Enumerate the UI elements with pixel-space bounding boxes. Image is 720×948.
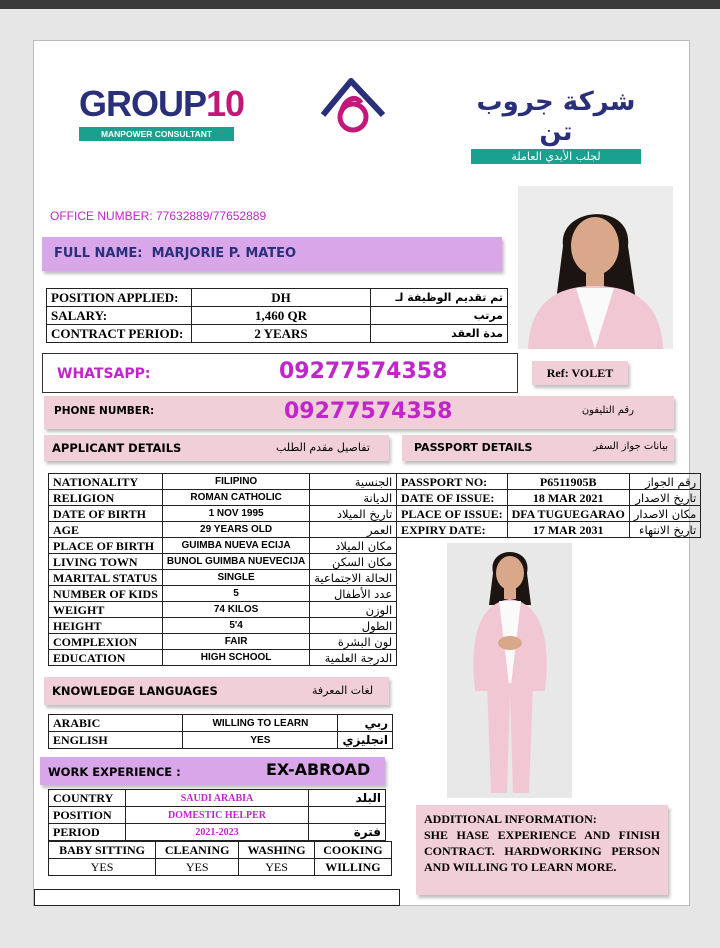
additional-info-text: SHE HASE EXPERIENCE AND FINISH CONTRACT. HARDWORKING PERSON AND WILLING TO LEARN MORE. xyxy=(424,828,660,874)
full-name-value: MARJORIE P. MATEO xyxy=(151,246,297,261)
table-row: BABY SITTING CLEANING WASHING COOKING xyxy=(49,842,392,859)
full-name-label: FULL NAME: xyxy=(54,246,143,261)
languages-ar: ربي xyxy=(338,715,393,732)
work-label: COUNTRY xyxy=(49,790,126,807)
table-row xyxy=(49,490,397,506)
work-value: 2021-2023 xyxy=(126,824,309,841)
table-row xyxy=(397,522,701,538)
applicant-value: GUIMBA NUEVA ECIJA xyxy=(162,538,309,554)
office-number: OFFICE NUMBER: 77632889/77652889 xyxy=(50,209,267,223)
work-value: SAUDI ARABIA xyxy=(126,790,309,807)
applicant-ar: الوزن xyxy=(310,602,397,618)
applicant-label: DATE OF BIRTH xyxy=(49,506,163,522)
table-row xyxy=(49,618,397,634)
passport-value: DFA TUGUEGARAO xyxy=(507,506,629,522)
applicant-label: MARITAL STATUS xyxy=(49,570,163,586)
table-row: POSITION APPLIED: DH تم تقديم الوظيفة لـ xyxy=(47,289,508,307)
applicant-label: LIVING TOWN xyxy=(49,554,163,570)
table-row xyxy=(49,554,397,570)
applicant-table xyxy=(48,473,397,666)
applicant-label: NATIONALITY xyxy=(49,474,163,490)
passport-label: PASSPORT NO: xyxy=(397,474,508,490)
passport-details-header: PASSPORT DETAILS بيانات جواز السفر xyxy=(402,435,674,461)
table-row: SALARY: 1,460 QR مرتب xyxy=(47,307,508,325)
applicant-value: FAIR xyxy=(162,634,309,650)
applicant-value: BUNOL GUIMBA NUEVECIJA xyxy=(162,554,309,570)
passport-label: DATE OF ISSUE: xyxy=(397,490,508,506)
table-row xyxy=(49,570,397,586)
applicant-value: HIGH SCHOOL xyxy=(162,650,309,666)
applicant-label: WEIGHT xyxy=(49,602,163,618)
work-experience-header: WORK EXPERIENCE : EX-ABROAD xyxy=(40,757,385,785)
passport-table xyxy=(396,473,701,538)
logo-emblem-icon xyxy=(317,75,389,139)
logo-group10: GROUP10 MANPOWER CONSULTANT xyxy=(79,83,245,139)
table-row xyxy=(49,634,397,650)
work-ar: فترة xyxy=(309,824,386,841)
additional-info-box xyxy=(416,805,668,895)
portrait-photo xyxy=(518,186,673,349)
applicant-value: FILIPINO xyxy=(162,474,309,490)
table-row xyxy=(49,506,397,522)
applicant-label: RELIGION xyxy=(49,490,163,506)
applicant-value: ROMAN CATHOLIC xyxy=(162,490,309,506)
applicant-label: AGE xyxy=(49,522,163,538)
applicant-label: EDUCATION xyxy=(49,650,163,666)
work-label: PERIOD xyxy=(49,824,126,841)
applicant-label: HEIGHT xyxy=(49,618,163,634)
applicant-value: 5'4 xyxy=(162,618,309,634)
phone-label: PHONE NUMBER: xyxy=(54,405,155,417)
languages-value: WILLING TO LEARN xyxy=(183,715,338,732)
applicant-ar: لون البشرة xyxy=(310,634,397,650)
table-row xyxy=(49,824,386,841)
applicant-ar: الجنسية xyxy=(310,474,397,490)
passport-label: PLACE OF ISSUE: xyxy=(397,506,508,522)
applicant-ar: العمر xyxy=(310,522,397,538)
position-table xyxy=(46,288,508,343)
applicant-ar: الديانة xyxy=(310,490,397,506)
table-row: YES YES YES WILLING xyxy=(49,859,392,876)
languages-label: ENGLISH xyxy=(49,732,183,749)
whatsapp-number: 09277574358 xyxy=(279,359,448,384)
passport-value: 18 MAR 2021 xyxy=(507,490,629,506)
passport-ar: تاريخ الانتهاء xyxy=(629,522,700,538)
table-row xyxy=(397,506,701,522)
work-ar: البلد xyxy=(309,790,386,807)
passport-value: P6511905B xyxy=(507,474,629,490)
table-row xyxy=(49,650,397,666)
top-bar xyxy=(0,0,720,9)
applicant-label: COMPLEXION xyxy=(49,634,163,650)
ref-badge: Ref: VOLET xyxy=(532,361,628,385)
work-label: POSITION xyxy=(49,807,126,824)
applicant-ar: عدد الأطفال xyxy=(310,586,397,602)
applicant-ar: الطول xyxy=(310,618,397,634)
work-table xyxy=(48,789,386,841)
applicant-ar: تاريخ الميلاد xyxy=(310,506,397,522)
passport-ar: رقم الجواز xyxy=(629,474,700,490)
languages-table xyxy=(48,714,393,749)
table-row xyxy=(397,490,701,506)
table-row xyxy=(49,807,386,824)
applicant-label: NUMBER OF KIDS xyxy=(49,586,163,602)
cv-page xyxy=(33,40,697,906)
languages-label: ARABIC xyxy=(49,715,183,732)
logo-arabic: شركة جروب تن لجلب الأيدي العاملة xyxy=(471,87,641,164)
table-row xyxy=(397,474,701,490)
passport-value: 17 MAR 2031 xyxy=(507,522,629,538)
applicant-details-header: APPLICANT DETAILS تفاصيل مقدم الطلب xyxy=(44,435,389,461)
additional-info-title: ADDITIONAL INFORMATION: xyxy=(424,812,597,826)
applicant-ar: مكان السكن xyxy=(310,554,397,570)
phone-label-ar: رقم التليفون xyxy=(581,405,634,416)
table-row xyxy=(49,538,397,554)
table-row xyxy=(49,732,393,749)
applicant-value: 5 xyxy=(162,586,309,602)
full-body-photo xyxy=(447,543,572,798)
whatsapp-label: WHATSAPP: xyxy=(57,366,151,382)
table-row xyxy=(49,790,386,807)
applicant-ar: الدرجة العلمية xyxy=(310,650,397,666)
passport-ar: تاريخ الاصدار xyxy=(629,490,700,506)
languages-value: YES xyxy=(183,732,338,749)
passport-label: EXPIRY DATE: xyxy=(397,522,508,538)
table-row xyxy=(49,602,397,618)
work-ar xyxy=(309,807,386,824)
applicant-value: 1 NOV 1995 xyxy=(162,506,309,522)
applicant-value: 29 YEARS OLD xyxy=(162,522,309,538)
table-row xyxy=(49,586,397,602)
applicant-ar: الحالة الاجتماعية xyxy=(310,570,397,586)
table-row: CONTRACT PERIOD: 2 YEARS مدة العقد xyxy=(47,325,508,343)
table-row xyxy=(49,715,393,732)
phone-number: 09277574358 xyxy=(284,399,453,424)
table-row xyxy=(49,522,397,538)
full-name-box xyxy=(42,237,502,271)
applicant-value: SINGLE xyxy=(162,570,309,586)
table-row xyxy=(49,474,397,490)
languages-ar: انجليزي xyxy=(338,732,393,749)
knowledge-languages-header: KNOWLEDGE LANGUAGES لغات المعرفة xyxy=(44,677,389,705)
applicant-label: PLACE OF BIRTH xyxy=(49,538,163,554)
skills-table xyxy=(48,841,392,876)
applicant-value: 74 KILOS xyxy=(162,602,309,618)
bottom-blank-row xyxy=(34,889,400,906)
whatsapp-box xyxy=(42,353,518,393)
work-value: DOMESTIC HELPER xyxy=(126,807,309,824)
applicant-ar: مكان الميلاد xyxy=(310,538,397,554)
passport-ar: مكان الاصدار xyxy=(629,506,700,522)
phone-box xyxy=(44,396,674,429)
